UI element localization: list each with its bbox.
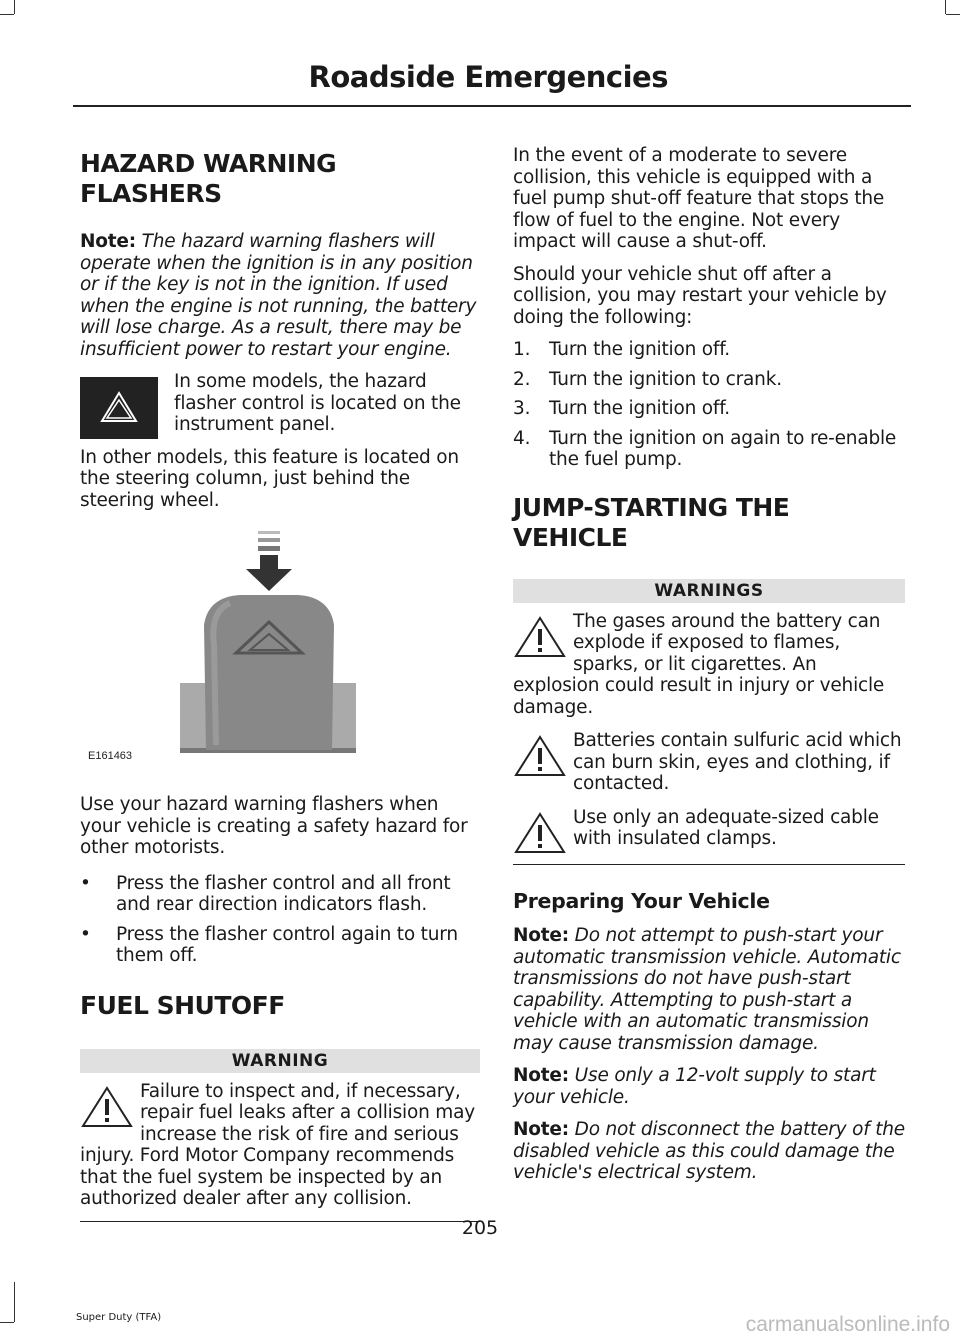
crop-mark	[945, 0, 946, 14]
note-label: Note:	[80, 231, 136, 252]
warnings-bar: WARNINGS	[513, 579, 905, 603]
warning-icon	[513, 811, 567, 855]
warning-icon	[80, 1085, 134, 1129]
crop-mark	[0, 14, 14, 15]
warning-bar: WARNING	[80, 1049, 480, 1073]
warning-block	[80, 1081, 480, 1210]
hazard-triangle-icon	[80, 377, 158, 439]
warning-text: The gases around the battery can explode if exposed to flames, sparks, or lit cigarettes. An explosion could result in injury or vehicle damage.	[513, 610, 885, 718]
note-text: Do not attempt to push-start your automatic transmission vehicle. Automatic transmissions do not have push-start capability. Attempting to push-start a vehicle with an automatic transmission may cause transmission damage.	[513, 925, 901, 1054]
hazard-control-block	[80, 371, 480, 447]
warning-text: Use only an adequate-sized cable with insulated clamps.	[573, 806, 879, 849]
note-label: Note:	[513, 925, 569, 946]
warning-block	[513, 611, 905, 719]
warning-rule	[513, 864, 905, 866]
note-text: The hazard warning flashers will operate when the ignition is in any position or if the key is not in the ignition. If used when the engine is not running, the battery will lose charge. As a result, there may be insufficient power to restart your engine.	[80, 231, 477, 360]
header-rule	[73, 105, 911, 107]
hazard-para3: Use your hazard warning flashers when your vehicle is creating a safety hazard for other motorists.	[80, 794, 468, 858]
list-item: 2. Turn the ignition to crank.	[513, 368, 782, 390]
hazard-switch-illustration	[80, 525, 480, 780]
hazard-para2: In other models, this feature is located on the steering column, just behind the steering wheel.	[80, 446, 459, 511]
note	[513, 925, 905, 1054]
list-item: • Press the flasher control again to turn them off.	[80, 923, 458, 966]
hazard-switch-figure	[80, 525, 480, 780]
footer-model: Super Duty (TFA)	[76, 1312, 162, 1323]
warning-icon	[513, 615, 567, 659]
list-item: 4. Turn the ignition on again to re-enable the fuel pump.	[513, 427, 897, 470]
right-column	[513, 145, 905, 1195]
warning-block	[513, 807, 905, 850]
hazard-button-image	[80, 377, 158, 439]
list-item: • Press the flasher control and all front and rear direction indicators flash.	[80, 872, 451, 915]
section-title-hazard: HAZARD WARNING FLASHERS	[80, 149, 337, 208]
crop-mark	[14, 1282, 15, 1322]
warning-block	[513, 730, 905, 795]
warning-icon	[513, 734, 567, 778]
crop-mark	[0, 1322, 14, 1323]
note-hazard	[80, 231, 480, 360]
note-label: Note:	[513, 1119, 569, 1140]
hazard-para1: In some models, the hazard flasher control is located on the instrument panel.	[174, 371, 461, 435]
list-item: 3. Turn the ignition off.	[513, 398, 730, 419]
page-title: Roadside Emergencies	[308, 60, 668, 94]
note-text: Use only a 12-volt supply to start your vehicle.	[513, 1065, 876, 1108]
crop-mark	[946, 14, 960, 15]
note	[513, 1119, 905, 1184]
warning-text: Failure to inspect and, if necessary, repair fuel leaks after a collision may increase the risk of fire and serious injury. Ford Motor Company recommends that the fuel system be inspected by an authorized dealer after any collision.	[80, 1080, 476, 1209]
note-label: Note:	[513, 1065, 569, 1086]
crop-mark	[14, 0, 15, 14]
list-item: 1. Turn the ignition off.	[513, 339, 730, 360]
section-title-fuel: FUEL SHUTOFF	[80, 990, 285, 1020]
hazard-bullets	[80, 873, 480, 967]
fuel-para1: In the event of a moderate to severe collision, this vehicle is equipped with a fuel pump shut-off feature that stops the flow of fuel to the engine. Not every impact will cause a shut-off.	[513, 145, 885, 252]
left-column	[80, 145, 480, 1246]
watermark: carmanualsonline.info	[745, 1313, 950, 1336]
fuel-para2: Should your vehicle shut off after a collision, you may restart your vehicle by doing the following:	[513, 263, 887, 328]
warning-text: Batteries contain sulfuric acid which can burn skin, eyes and clothing, if contacted.	[573, 730, 902, 794]
restart-steps	[513, 339, 905, 471]
figure-label: E161463	[88, 750, 133, 762]
note	[513, 1065, 905, 1108]
section-title-jump: JUMP-STARTING THE VEHICLE	[513, 492, 790, 552]
subsection-title-prep: Preparing Your Vehicle	[513, 889, 770, 913]
page-number: 205	[461, 1217, 499, 1239]
note-text: Do not disconnect the battery of the disabled vehicle as this could damage the vehicle's electrical system.	[513, 1119, 905, 1183]
